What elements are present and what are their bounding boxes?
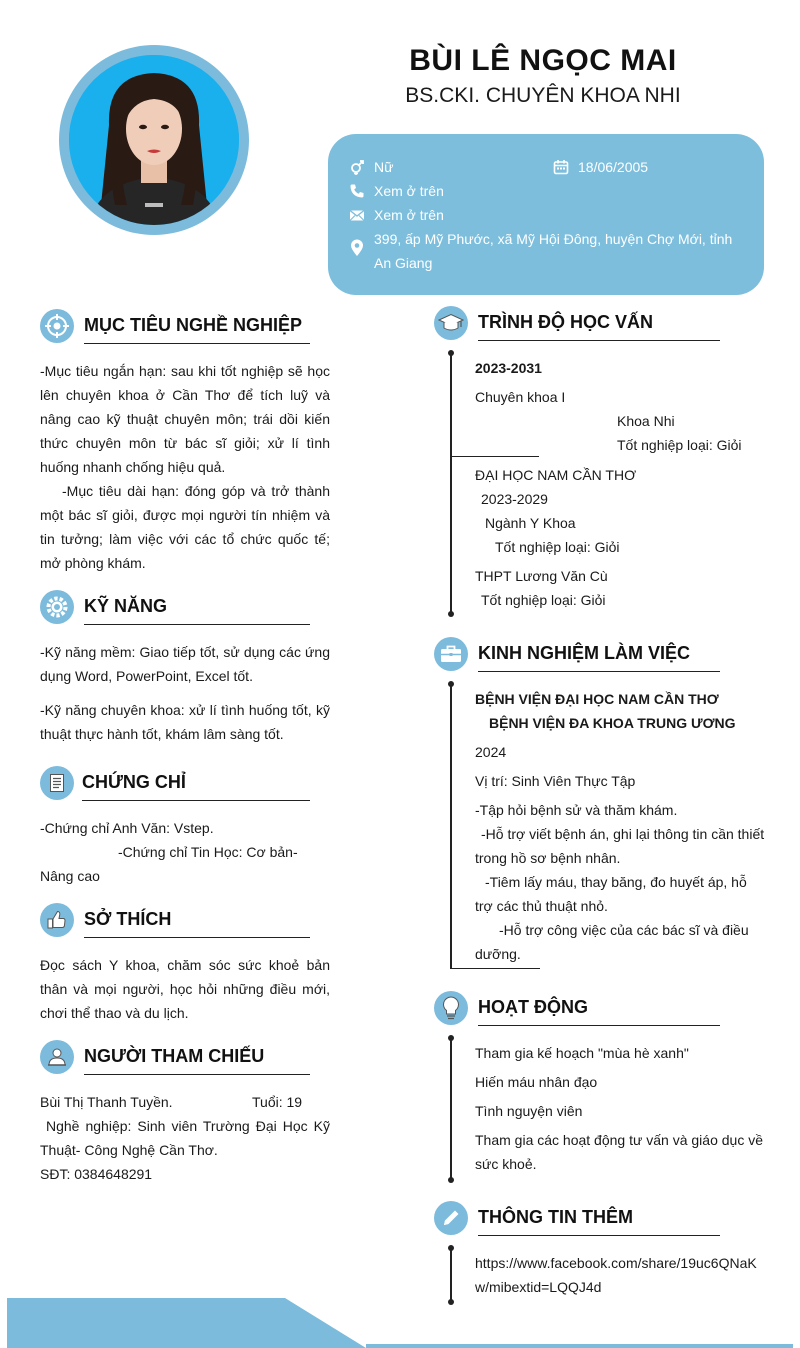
gender-row xyxy=(348,155,548,179)
skills-underline xyxy=(84,624,310,625)
phone-value: Xem ở trên xyxy=(374,183,444,199)
highschool-name: THPT Lương Văn Cù xyxy=(475,568,608,584)
gender-icon xyxy=(348,155,366,179)
certificate-it: -Chứng chỉ Tin Học: Cơ bản-Nâng cao xyxy=(40,844,298,884)
candidate-name: BÙI LÊ NGỌC MAI xyxy=(409,44,677,77)
facebook-link[interactable]: https://www.facebook.com/share/19uc6QNaKw/mibextid=LQQJ4d xyxy=(475,1255,757,1295)
objective-section-header xyxy=(40,309,310,349)
university-years: 2023-2029 xyxy=(481,491,548,507)
reference-age: Tuổi: 19 xyxy=(252,1094,303,1110)
experience-section-header xyxy=(434,637,724,677)
timeline-dot xyxy=(448,1035,454,1041)
timeline-dot xyxy=(448,350,454,356)
activity-item-1: Tham gia kế hoạch "mùa hè xanh" xyxy=(475,1045,689,1061)
hobbies-text: Đọc sách Y khoa, chăm sóc sức khoẻ bản thân và mọi người, học hỏi những điều mới, chơi thể thao và du lịch. xyxy=(40,957,330,1021)
lightbulb-icon xyxy=(434,991,468,1025)
experience-timeline-line xyxy=(450,683,452,969)
experience-company-1: BỆNH VIỆN ĐẠI HỌC NAM CẦN THƠ xyxy=(475,691,719,707)
specialist-grade: Tốt nghiệp loại: Giỏi xyxy=(617,437,742,453)
references-heading: NGƯỜI THAM CHIẾU xyxy=(84,1046,265,1066)
activity-item-2: Hiến máu nhân đạo xyxy=(475,1074,598,1090)
objective-heading: MỤC TIÊU NGHỀ NGHIỆP xyxy=(84,315,303,335)
university-name: ĐẠI HỌC NAM CẦN THƠ xyxy=(475,467,637,483)
portrait-photo xyxy=(69,55,239,225)
skills-professional: -Kỹ năng chuyên khoa: xử lí tình huống tốt, kỹ thuật thực hành tốt, khám lâm sàng tốt. xyxy=(40,702,330,742)
experience-underline xyxy=(478,671,720,672)
education-timeline-line xyxy=(450,352,452,614)
document-icon xyxy=(40,766,74,800)
location-pin-icon xyxy=(348,227,366,275)
address-row xyxy=(348,227,748,275)
education-heading: TRÌNH ĐỘ HỌC VẤN xyxy=(478,312,653,332)
timeline-divider xyxy=(450,456,539,457)
timeline-divider xyxy=(450,968,540,969)
phone-icon xyxy=(348,179,366,203)
activities-heading: HOẠT ĐỘNG xyxy=(478,997,588,1017)
skills-heading: KỸ NĂNG xyxy=(84,596,168,616)
experience-heading: KINH NGHIỆM LÀM VIỆC xyxy=(478,643,691,663)
graduation-cap-icon xyxy=(434,306,468,340)
experience-position: Vị trí: Sinh Viên Thực Tập xyxy=(475,773,636,789)
experience-task-2: -Hỗ trợ viết bệnh án, ghi lại thông tin cần thiết trong hồ sơ bệnh nhân. xyxy=(475,826,765,866)
experience-task-1: -Tập hỏi bệnh sử và thăm khám. xyxy=(475,802,678,818)
thumbs-up-icon xyxy=(40,903,74,937)
education-section-header xyxy=(434,306,724,346)
experience-task-4: -Hỗ trợ công việc của các bác sĩ và điều dưỡng. xyxy=(475,922,749,962)
gender-value: Nữ xyxy=(374,159,394,175)
pencil-icon xyxy=(434,1201,468,1235)
references-section-header xyxy=(40,1040,310,1080)
activities-underline xyxy=(478,1025,720,1026)
certificates-section-header xyxy=(40,766,310,806)
timeline-dot xyxy=(448,681,454,687)
phone-row xyxy=(348,179,748,203)
calendar-icon xyxy=(552,155,570,179)
certificates-heading: CHỨNG CHỈ xyxy=(82,772,186,792)
person-reference-icon xyxy=(40,1040,74,1074)
university-major: Ngành Y Khoa xyxy=(485,515,576,531)
address-value: 399, ấp Mỹ Phước, xã Mỹ Hội Đông, huyện Chợ Mới, tỉnh An Giang xyxy=(374,231,733,271)
extra-info-section-header xyxy=(434,1201,724,1241)
birthdate-row xyxy=(552,155,752,179)
email-row xyxy=(348,203,748,227)
activity-item-4: Tham gia các hoạt động tư vấn và giáo dục về sức khoẻ. xyxy=(475,1132,763,1172)
specialist-years: 2023-2031 xyxy=(475,360,542,376)
timeline-dot xyxy=(448,1299,454,1305)
candidate-title: BS.CKI. CHUYÊN KHOA NHI xyxy=(405,84,681,107)
hobbies-underline xyxy=(84,937,310,938)
briefcase-icon xyxy=(434,637,468,671)
hobbies-heading: SỞ THÍCH xyxy=(84,909,172,929)
gear-icon xyxy=(40,590,74,624)
extra-info-underline xyxy=(478,1235,720,1236)
timeline-dot xyxy=(448,1245,454,1251)
skills-section-header xyxy=(40,590,310,630)
certificates-underline xyxy=(82,800,310,801)
reference-job: Nghề nghiệp: Sinh viên Trường Đại Học Kỹ Thuật- Công Nghệ Cần Thơ. xyxy=(40,1118,330,1158)
specialist-major: Khoa Nhi xyxy=(617,413,675,429)
extra-info-timeline-line xyxy=(450,1247,452,1303)
birthdate-value: 18/06/2005 xyxy=(578,159,649,175)
extra-info-heading: THÔNG TIN THÊM xyxy=(478,1207,633,1227)
reference-phone: SĐT: 0384648291 xyxy=(40,1166,153,1182)
highschool-grade: Tốt nghiệp loại: Giỏi xyxy=(481,592,606,608)
experience-company-2: BỆNH VIỆN ĐA KHOA TRUNG ƯƠNG xyxy=(489,715,736,731)
activity-item-3: Tình nguyện viên xyxy=(475,1103,583,1119)
experience-year: 2024 xyxy=(475,744,507,760)
objective-long-term: -Mục tiêu dài hạn: đóng góp và trở thành một bác sĩ giỏi, được mọi người tín nhiệm và tin tưởng; làm việc với các tổ chức quốc tế; mở phòng khám. xyxy=(40,483,330,571)
objective-short-term: -Mục tiêu ngắn hạn: sau khi tốt nghiệp sẽ học lên chuyên khoa ở Cần Thơ để tích luỹ và nâng cao kỹ thuật chuyên môn; trái dồi kiến thức chuyên môn từ bác sĩ giỏi; xử lí tình huống nhanh chống hiệu quả. xyxy=(40,363,330,475)
avatar xyxy=(69,55,239,225)
references-underline xyxy=(84,1074,310,1075)
timeline-dot xyxy=(448,1177,454,1183)
target-icon xyxy=(40,309,74,343)
skills-soft: -Kỹ năng mềm: Giao tiếp tốt, sử dụng các ứng dụng Word, PowerPoint, Excel tốt. xyxy=(40,644,330,684)
education-underline xyxy=(478,340,720,341)
experience-task-3: -Tiêm lấy máu, thay băng, đo huyết áp, hỗ trợ các thủ thuật nhỏ. xyxy=(475,874,747,914)
certificate-english: -Chứng chỉ Anh Văn: Vstep. xyxy=(40,820,214,836)
avatar-ring xyxy=(59,45,249,235)
email-value: Xem ở trên xyxy=(374,207,444,223)
activities-timeline-line xyxy=(450,1037,452,1181)
objective-underline xyxy=(84,343,310,344)
specialist-name: Chuyên khoa I xyxy=(475,389,566,405)
activities-section-header xyxy=(434,991,724,1031)
timeline-dot xyxy=(448,611,454,617)
contact-info-box xyxy=(328,134,764,295)
hobbies-section-header xyxy=(40,903,310,943)
mail-icon xyxy=(348,203,366,227)
reference-name: Bùi Thị Thanh Tuyền. xyxy=(40,1094,173,1110)
university-grade: Tốt nghiệp loại: Giỏi xyxy=(495,539,620,555)
